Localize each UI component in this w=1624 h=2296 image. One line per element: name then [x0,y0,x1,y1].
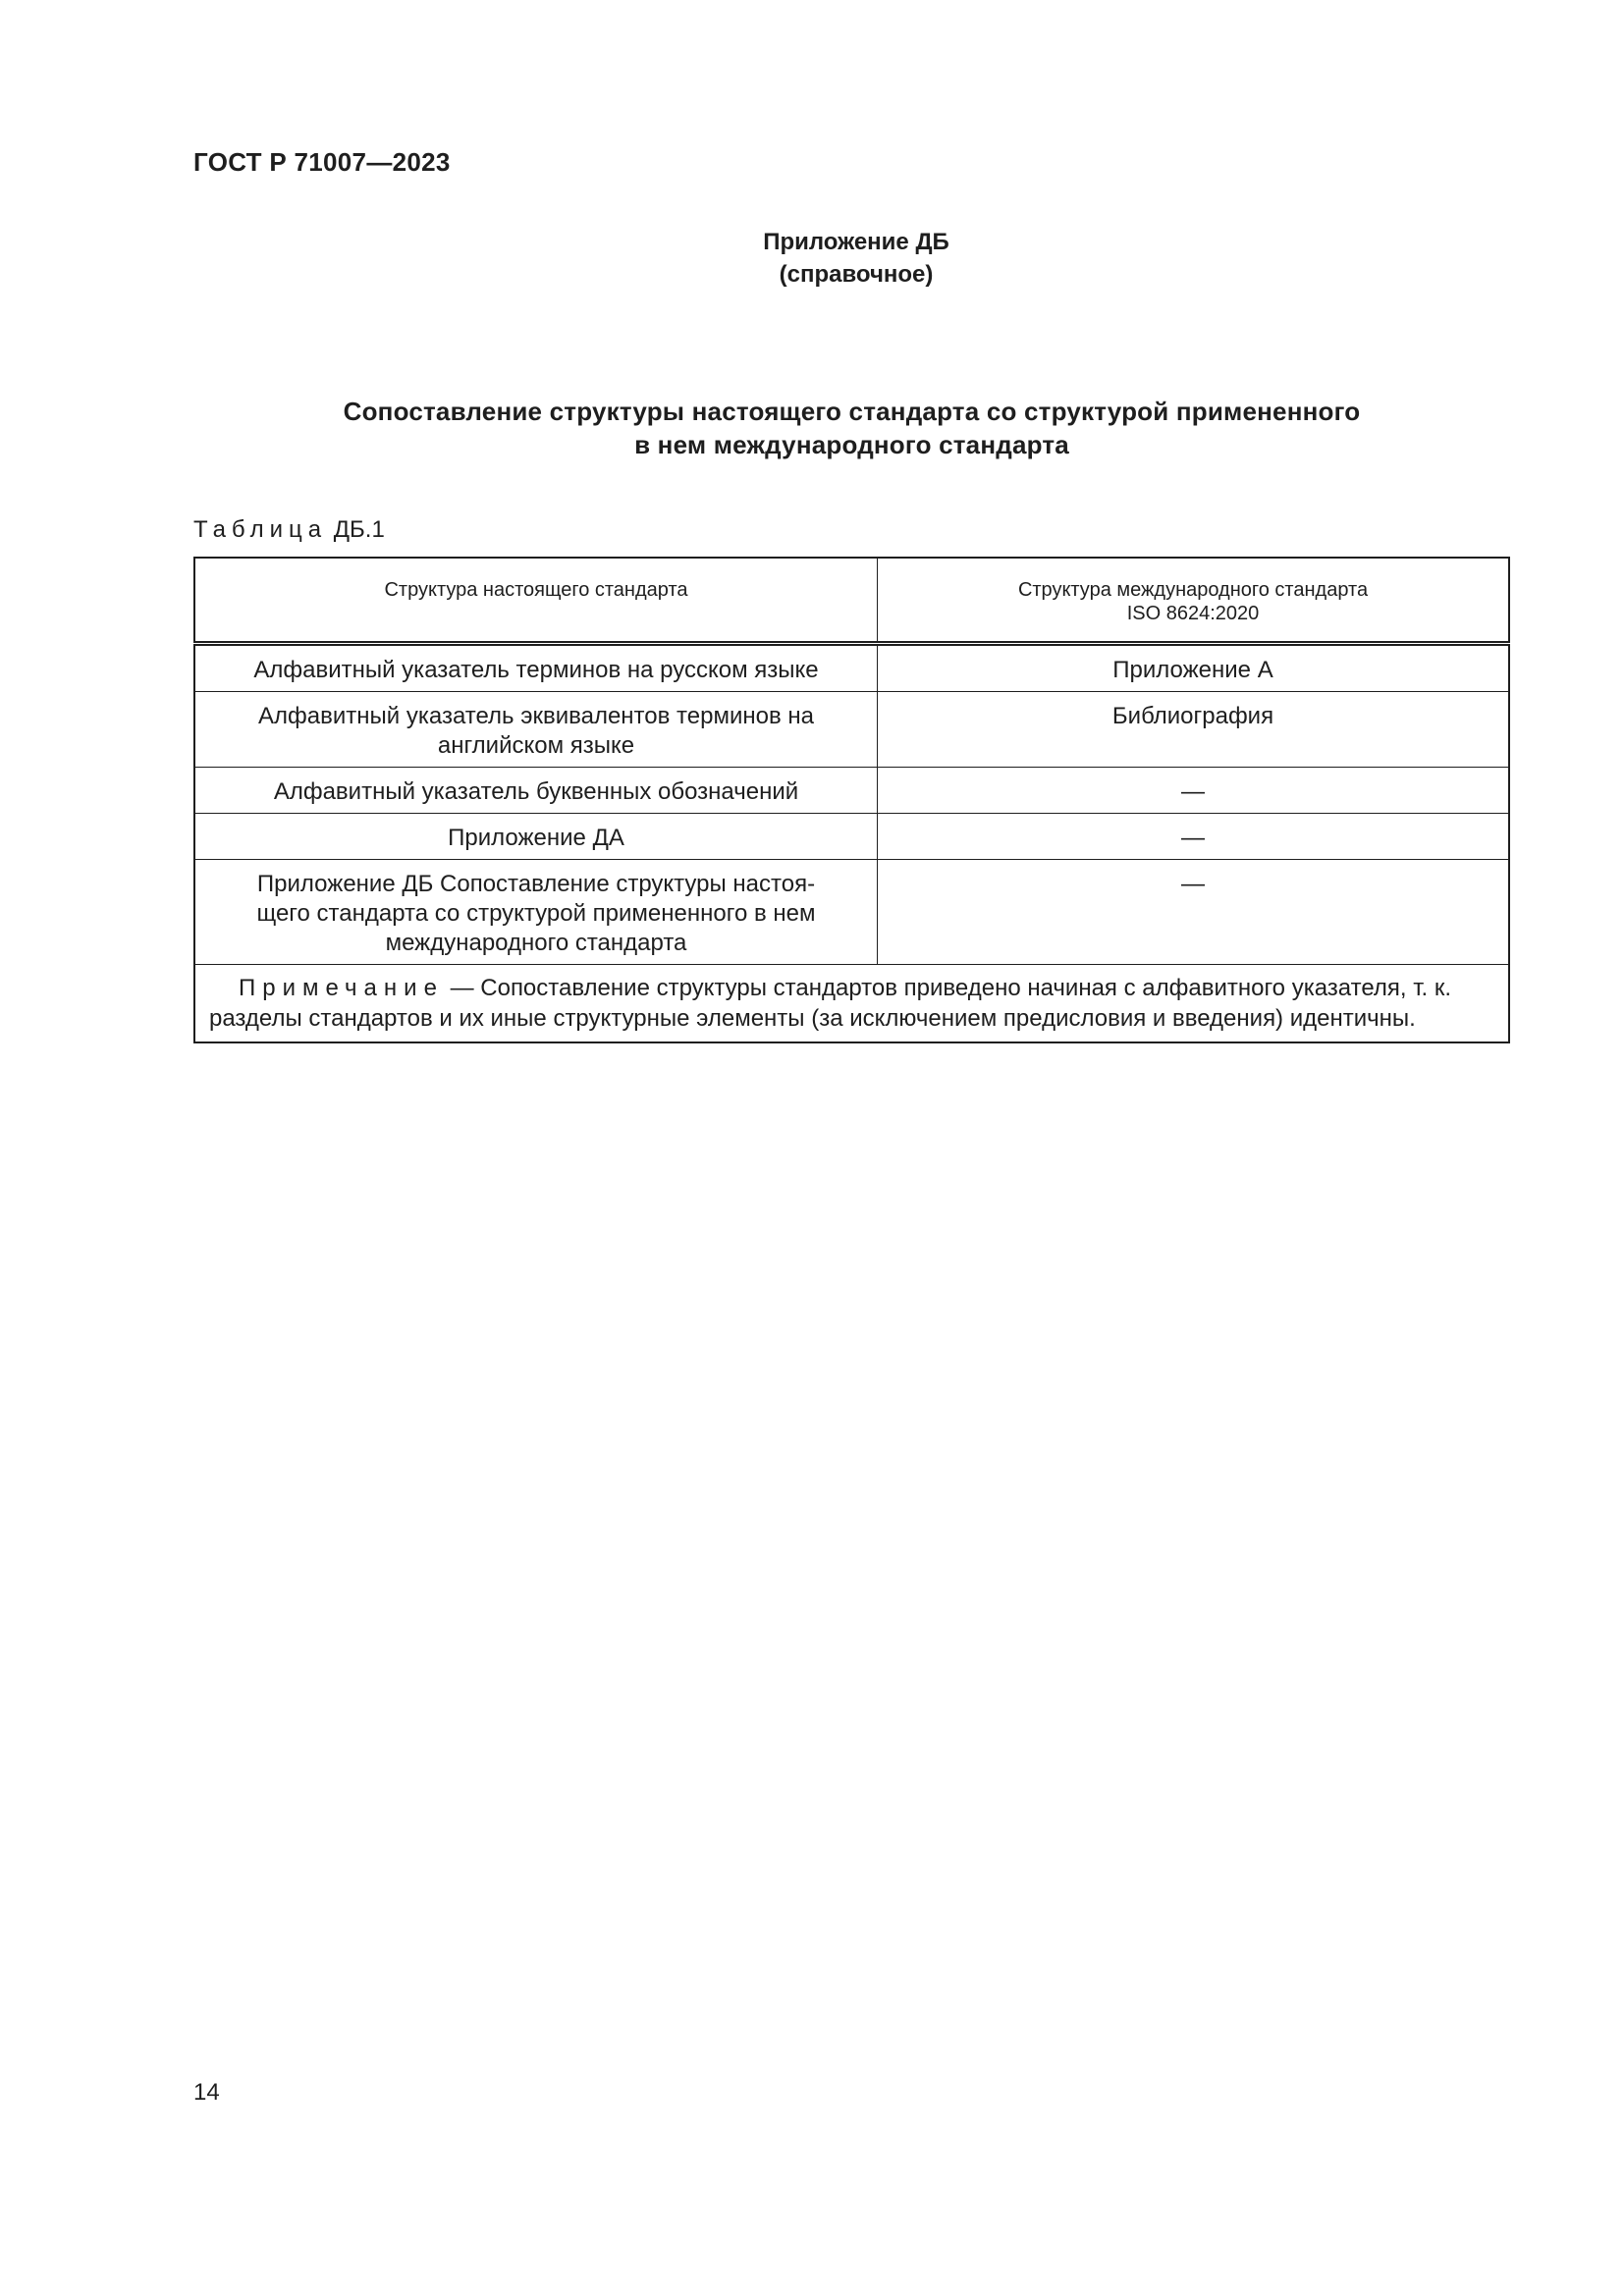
section-title-line-2: в нем международного стандарта [634,430,1069,459]
table-cell-right: — [878,860,1510,965]
table-row [194,692,1509,768]
annex-title: Приложение ДБ [763,229,949,255]
table-cell-right: — [878,768,1510,814]
table-row [194,814,1509,860]
annex-status: (справочное) [779,261,934,288]
table-caption [193,516,385,544]
note-label: Примечание [239,975,444,1001]
annex-heading [0,226,1624,291]
table-note [194,965,1509,1043]
table-header-row [194,558,1509,644]
table-note-row [194,965,1509,1043]
section-title [193,395,1510,461]
table-cell-left: Алфавитный указатель буквенных обозначений [194,768,878,814]
document-code: ГОСТ Р 71007—2023 [193,147,451,177]
table-row [194,768,1509,814]
table-caption-word: Таблица [193,516,328,543]
table-cell-right: Приложение А [878,644,1510,692]
header-national-structure: Структура настоящего стандарта [194,558,878,644]
table-cell-left: Алфавитный указатель эквивалентов терминов на английском языке [194,692,878,768]
table-row [194,644,1509,692]
table-cell-right: — [878,814,1510,860]
page-number: 14 [193,2079,220,2106]
table-caption-number: ДБ.1 [327,516,385,543]
table-cell-left: Приложение ДБ Сопоставление структуры настоя- щего стандарта со структурой примененного в нем международного стандарта [194,860,878,965]
note-text: — Сопоставление структуры стандартов приведено начиная с алфавитного указателя, т. к. разделы стандартов и их иные структурные элементы (за исключением предисловия и введения) идентичны. [209,975,1452,1032]
structure-comparison-table [193,557,1510,1043]
table-cell-left: Приложение ДА [194,814,878,860]
table-cell-right: Библиография [878,692,1510,768]
table-cell-left: Алфавитный указатель терминов на русском языке [194,644,878,692]
table-row [194,860,1509,965]
section-title-line-1: Сопоставление структуры настоящего стандарта со структурой примененного [343,397,1361,426]
header-international-structure: Структура международного стандарта ISO 8624:2020 [878,558,1510,644]
